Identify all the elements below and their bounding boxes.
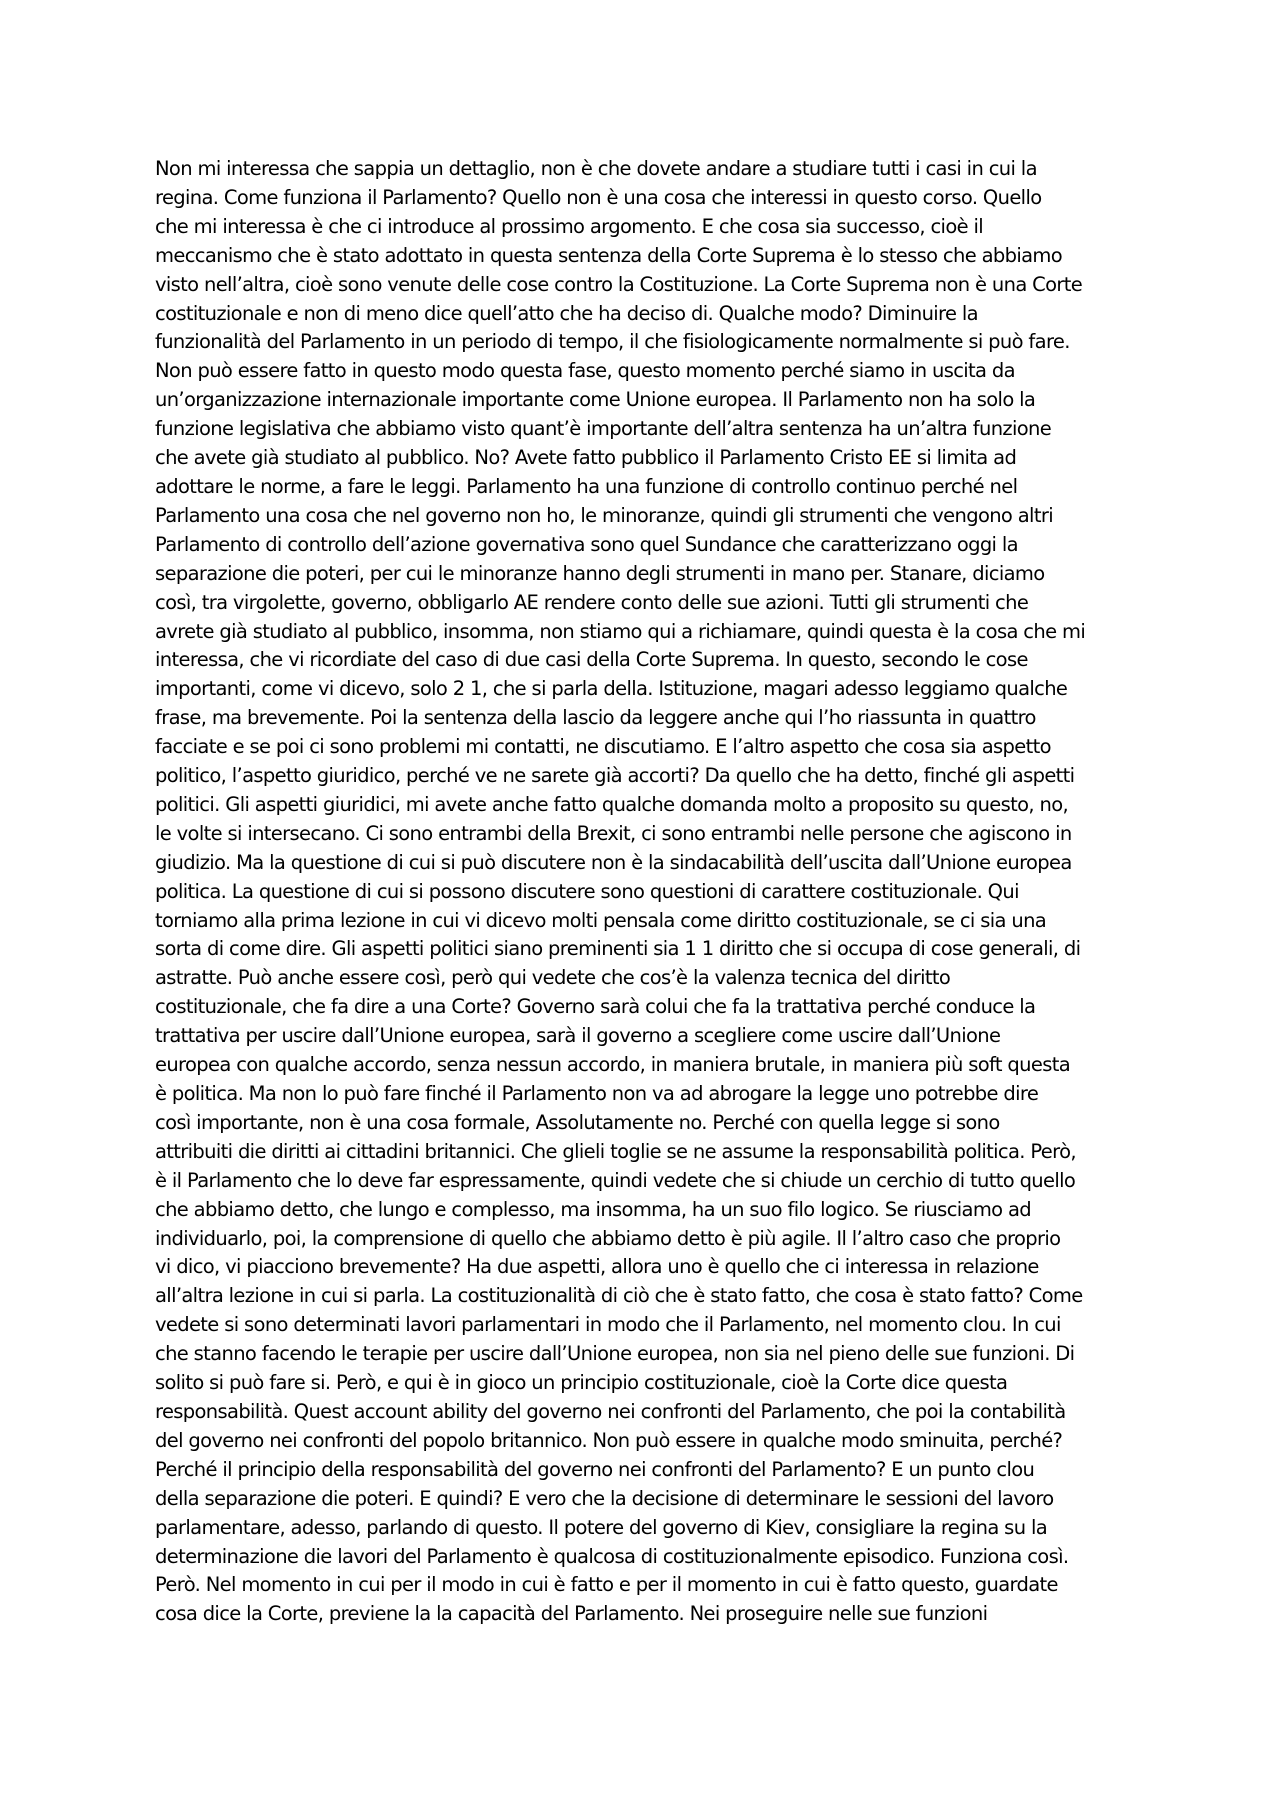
text-line: del governo nei confronti del popolo britannico. Non può essere in qualche modo sminuita, perché? — [155, 1428, 1063, 1452]
text-line: cosa dice la Corte, previene la la capacità del Parlamento. Nei proseguire nelle sue funzioni — [155, 1602, 988, 1626]
text-line: Parlamento una cosa che nel governo non ho, le minoranze, quindi gli strumenti che vengono altri — [155, 503, 1053, 527]
text-line: Perché il principio della responsabilità del governo nei confronti del Parlamento? E un punto clou — [155, 1457, 1035, 1481]
text-line: un’organizzazione internazionale importante come Unione europea. Il Parlamento non ha solo la — [155, 388, 1036, 412]
text-line: individuarlo, poi, la comprensione di quello che abbiamo detto è più agile. Il l’altro caso che proprio — [155, 1226, 1061, 1250]
text-line: importanti, come vi dicevo, solo 2 1, che si parla della. Istituzione, magari adesso leggiamo qualche — [155, 677, 1068, 701]
text-line: così, tra virgolette, governo, obbligarlo AE rendere conto delle sue azioni. Tutti gli strumenti che — [155, 590, 1029, 614]
text-line: è il Parlamento che lo deve far espressamente, quindi vedete che si chiude un cerchio di tutto quello — [155, 1168, 1076, 1192]
text-line: politici. Gli aspetti giuridici, mi avete anche fatto qualche domanda molto a proposito su questo, no, — [155, 792, 1069, 816]
text-line: adottare le norme, a fare le leggi. Parlamento ha una funzione di controllo continuo perché nel — [155, 474, 1018, 498]
text-line: che mi interessa è che ci introduce al prossimo argomento. E che cosa sia successo, cioè il — [155, 214, 984, 238]
text-line: politica. La questione di cui si possono discutere sono questioni di carattere costituzionale. Qui — [155, 879, 1019, 903]
text-line: determinazione die lavori del Parlamento è qualcosa di costituzionalmente episodico. Funziona così. — [155, 1544, 1069, 1568]
text-line: Non mi interessa che sappia un dettaglio, non è che dovete andare a studiare tutti i casi in cui la — [155, 157, 1037, 180]
text-line: Non può essere fatto in questo modo questa fase, questo momento perché siamo in uscita da — [155, 359, 1015, 383]
text-line: parlamentare, adesso, parlando di questo. Il potere del governo di Kiev, consigliare la regina su la — [155, 1515, 1048, 1539]
text-line: interessa, che vi ricordiate del caso di due casi della Corte Suprema. In questo, secondo le cose — [155, 648, 1028, 672]
text-line: separazione die poteri, per cui le minoranze hanno degli strumenti in mano per. Stanare, diciamo — [155, 561, 1045, 585]
text-line: facciate e se poi ci sono problemi mi contatti, ne discutiamo. E l’altro aspetto che cosa sia aspetto — [155, 735, 1051, 759]
text-line: costituzionale e non di meno dice quell’atto che ha deciso di. Qualche modo? Diminuire la — [155, 301, 978, 325]
text-line: regina. Come funziona il Parlamento? Quello non è una cosa che interessi in questo corso. Quello — [155, 185, 1042, 209]
text-line: attribuiti die diritti ai cittadini britannici. Che glieli toglie se ne assume la responsabilità politica. Però, — [155, 1139, 1076, 1163]
text-line: che stanno facendo le terapie per uscire dall’Unione europea, non sia nel pieno delle sue funzioni. Di — [155, 1342, 1075, 1366]
text-line: sorta di come dire. Gli aspetti politici siano preminenti sia 1 1 diritto che si occupa di cose generali, di — [155, 937, 1081, 961]
text-line: è politica. Ma non lo può fare finché il Parlamento non va ad abrogare la legge uno potrebbe dire — [155, 1082, 1039, 1105]
body-text — [155, 155, 1155, 1629]
text-line: europea con qualche accordo, senza nessun accordo, in maniera brutale, in maniera più soft questa — [155, 1053, 1071, 1077]
text-line: politico, l’aspetto giuridico, perché ve ne sarete già accorti? Da quello che ha detto, finché gli aspetti — [155, 764, 1075, 788]
text-line: trattativa per uscire dall’Unione europea, sarà il governo a scegliere come uscire dall’Unione — [155, 1024, 1001, 1048]
text-line: le volte si intersecano. Ci sono entrambi della Brexit, ci sono entrambi nelle persone che agiscono in — [155, 821, 1072, 845]
text-line: astratte. Può anche essere così, però qui vedete che cos’è la valenza tecnica del diritto — [155, 966, 951, 990]
text-line: della separazione die poteri. E quindi? E vero che la decisione di determinare le sessioni del lavoro — [155, 1486, 1054, 1510]
text-line: che abbiamo detto, che lungo e complesso, ma insomma, ha un suo filo logico. Se riusciamo ad — [155, 1197, 1032, 1221]
text-line: costituzionale, che fa dire a una Corte? Governo sarà colui che fa la trattativa perché conduce la — [155, 995, 1036, 1019]
text-line: Però. Nel momento in cui per il modo in cui è fatto e per il momento in cui è fatto questo, guardate — [155, 1573, 1058, 1597]
text-line: funzione legislativa che abbiamo visto quant’è importante dell’altra sentenza ha un’altra funzione — [155, 417, 1052, 441]
text-line: giudizio. Ma la questione di cui si può discutere non è la sindacabilità dell’uscita dall’Unione europea — [155, 850, 1072, 874]
text-line: meccanismo che è stato adottato in questa sentenza della Corte Suprema è lo stesso che abbiamo — [155, 243, 1063, 267]
text-line: avrete già studiato al pubblico, insomma, non stiamo qui a richiamare, quindi questa è la cosa che mi — [155, 619, 1086, 643]
text-line: funzionalità del Parlamento in un periodo di tempo, il che fisiologicamente normalmente si può fare. — [155, 330, 1070, 354]
text-line: che avete già studiato al pubblico. No? Avete fatto pubblico il Parlamento Cristo EE si limita ad — [155, 446, 1017, 470]
text-line: all’altra lezione in cui si parla. La costituzionalità di ciò che è stato fatto, che cosa è stato fatto? Come — [155, 1284, 1083, 1308]
text-line: così importante, non è una cosa formale, Assolutamente no. Perché con quella legge si sono — [155, 1110, 1000, 1134]
text-line: responsabilità. Quest account ability del governo nei confronti del Parlamento, che poi la contabilità — [155, 1399, 1066, 1423]
text-line: frase, ma brevemente. Poi la sentenza della lascio da leggere anche qui l’ho riassunta in quattro — [155, 706, 1036, 730]
text-line: solito si può fare si. Però, e qui è in gioco un principio costituzionale, cioè la Corte dice questa — [155, 1371, 1008, 1395]
text-line: torniamo alla prima lezione in cui vi dicevo molti pensala come diritto costituzionale, se ci sia una — [155, 908, 1047, 932]
text-line: vi dico, vi piacciono brevemente? Ha due aspetti, allora uno è quello che ci interessa in relazione — [155, 1255, 1039, 1279]
text-line: Parlamento di controllo dell’azione governativa sono quel Sundance che caratterizzano oggi la — [155, 532, 1018, 556]
text-line: visto nell’altra, cioè sono venute delle cose contro la Costituzione. La Corte Suprema non è una Corte — [155, 272, 1083, 296]
text-line: vedete si sono determinati lavori parlamentari in modo che il Parlamento, nel momento clou. In cui — [155, 1313, 1061, 1337]
